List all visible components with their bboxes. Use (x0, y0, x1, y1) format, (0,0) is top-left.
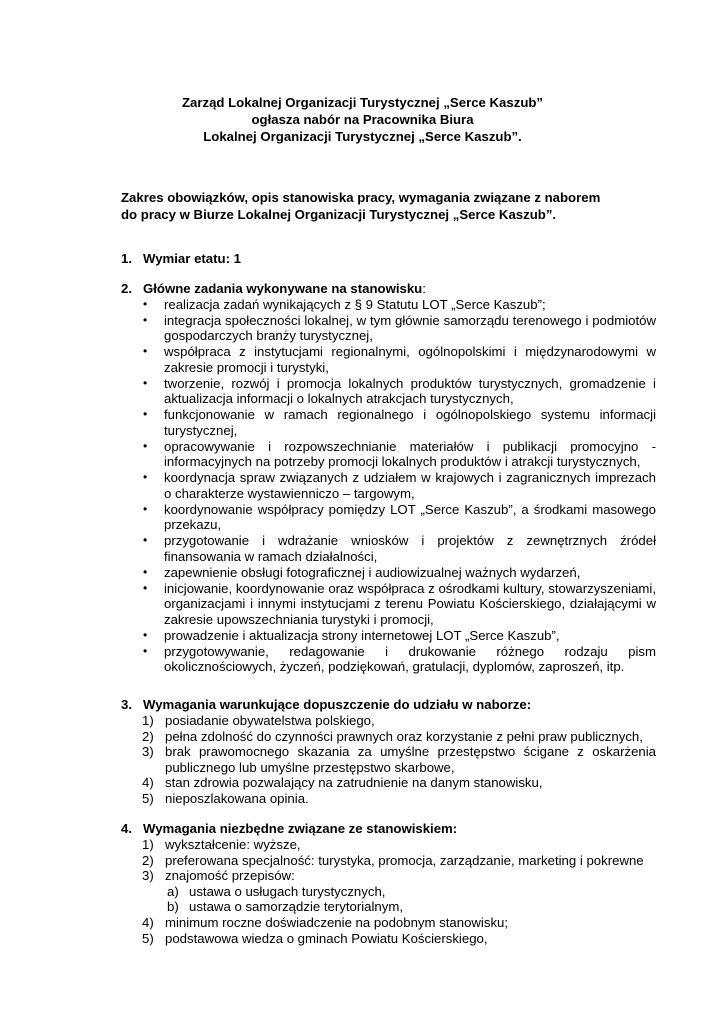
item-text: preferowana specjalność: turystyka, promocja, zarządzanie, marketing i pokrewne (165, 852, 644, 868)
section-number: 3. (121, 697, 132, 712)
section-3-heading (121, 696, 661, 713)
intro-heading (121, 189, 641, 223)
duty-item (121, 376, 656, 407)
requirement-item (121, 853, 656, 869)
section-title: Wymagania warunkujące dopuszczenie do udziału w naborze: (143, 697, 532, 712)
duty-item (121, 644, 656, 675)
item-text: minimum roczne doświadczenie na podobnym stanowisku; (165, 914, 509, 930)
item-number: 5) (142, 930, 154, 946)
section-2 (121, 280, 661, 675)
duty-item (121, 502, 656, 533)
requirement-item (121, 729, 656, 745)
item-text: stan zdrowia pozwalający na zatrudnienie na danym stanowisku, (165, 775, 543, 791)
announcement-title (0, 94, 725, 145)
bullet-icon: • (143, 312, 148, 327)
bullet-icon: • (143, 438, 148, 453)
item-number: 2) (142, 852, 154, 868)
item-number: 3) (142, 868, 154, 884)
title-line-2: ogłasza nabór na Pracownika Biura (251, 112, 474, 127)
section-1-heading (121, 250, 661, 267)
section-title: Wymagania niezbędne związane ze stanowiskiem: (143, 821, 458, 836)
regulation-item (121, 884, 656, 900)
bullet-icon: • (143, 501, 148, 516)
requirement-item (121, 868, 656, 884)
intro-line-1: Zakres obowiązków, opis stanowiska pracy, wymagania związane z naborem (121, 190, 601, 205)
bullet-icon: • (143, 297, 148, 311)
item-number: b) (167, 899, 179, 915)
requirement-item (121, 775, 656, 791)
duty-item (121, 439, 656, 470)
duty-text: integracja społeczności lokalnej, w tym głównie samorządu terenowego i podmiotów gospodarczych branży turystycznej, (164, 312, 656, 344)
section-2-heading (121, 280, 661, 297)
duty-text: zapewnienie obsługi fotograficznej i audiowizualnej ważnych wydarzeń, (164, 564, 581, 580)
requirement-item (121, 931, 656, 947)
duty-text: inicjowanie, koordynowanie oraz współpraca z ośrodkami kultury, stowarzyszeniami, organizacjami i innymi instytucjami z terenu Powiatu Kościerskiego, działającymi w zakresie upowszechniania turystyki i promocji, (164, 580, 656, 627)
item-text: znajomość przepisów: (165, 868, 295, 884)
duty-item (121, 470, 656, 501)
item-number: 3) (142, 744, 154, 760)
bullet-icon: • (143, 375, 148, 390)
section-number: 2. (121, 281, 132, 296)
item-text: nieposzlakowana opinia. (165, 790, 309, 806)
section-number: 1. (121, 251, 132, 266)
regulations-sublist (121, 884, 661, 915)
bullet-icon: • (143, 564, 148, 579)
necessary-requirements-list (121, 837, 661, 884)
duty-item (121, 581, 656, 628)
duty-item (121, 407, 656, 438)
requirement-item (121, 791, 656, 807)
section-title: Główne zadania wykonywane na stanowisku (143, 281, 423, 296)
duty-text: koordynowanie współpracy pomiędzy LOT „Serce Kaszub”, a środkami masowego przekazu, (164, 501, 656, 533)
duty-text: prowadzenie i aktualizacja strony internetowej LOT „Serce Kaszub”, (164, 627, 560, 643)
requirement-item (121, 713, 656, 729)
section-3 (121, 696, 661, 807)
duty-item (121, 297, 656, 313)
item-text: ustawa o usługach turystycznych, (189, 883, 386, 899)
item-number: 5) (142, 790, 154, 806)
duty-text: przygotowanie i wdrażanie wniosków i projektów z zewnętrznych źródeł finansowania w ramach działalności, (164, 533, 656, 564)
section-title: Wymiar etatu: 1 (143, 251, 241, 266)
duty-text: funkcjonowanie w ramach regionalnego i ogólnopolskiego systemu informacji turystycznej, (164, 407, 656, 438)
item-number: 1) (142, 837, 154, 852)
item-text: posiadanie obywatelstwa polskiego, (165, 713, 375, 728)
bullet-icon: • (143, 533, 148, 548)
duty-item (121, 565, 656, 581)
item-number: a) (167, 883, 179, 899)
section-4 (121, 820, 661, 946)
duty-text: współpraca z instytucjami regionalnymi, ogólnopolskimi i międzynarodowymi w zakresie promocji i turystyki, (164, 344, 656, 375)
title-line-3: Lokalnej Organizacji Turystycznej „Serce Kaszub”. (203, 129, 522, 144)
item-text: pełna zdolność do czynności prawnych oraz korzystanie z pełni praw publicznych, (165, 728, 643, 744)
duty-text: opracowywanie i rozpowszechnianie materiałów i publikacji promocyjno - informacyjnych na potrzeby promocji lokalnych produktów i atrakcji turystycznych, (164, 438, 656, 470)
intro-line-2: do pracy w Biurze Lokalnej Organizacji Turystycznej „Serce Kaszub”. (121, 207, 557, 222)
duties-list (121, 297, 661, 675)
bullet-icon: • (143, 627, 148, 642)
section-1 (121, 250, 661, 267)
regulation-item (121, 899, 656, 915)
duty-text: koordynacja spraw związanych z udziałem w krajowych i zagranicznych imprezach o charakterze wystawienniczo – targowym, (164, 470, 656, 501)
bullet-icon: • (143, 344, 148, 359)
item-number: 4) (142, 914, 154, 930)
section-4-heading (121, 820, 661, 837)
item-number: 4) (142, 775, 154, 791)
item-text: brak prawomocnego skazania za umyślne przestępstwo ścigane z oskarżenia publicznego lub umyślne przestępstwo skarbowe, (165, 744, 656, 775)
duty-text: przygotowywanie, redagowanie i drukowanie różnego rodzaju pism okolicznościowych, życzeń, podziękowań, gratulacji, dyplomów, zaproszeń, itp. (164, 643, 656, 675)
bullet-icon: • (143, 643, 148, 658)
requirement-item (121, 915, 656, 931)
duty-text: tworzenie, rozwój i promocja lokalnych produktów turystycznych, gromadzenie i aktualizacja informacji o lokalnych atrakcjach turystycznych, (164, 375, 656, 407)
duty-item (121, 628, 656, 644)
bullet-icon: • (143, 580, 148, 595)
requirements-list (121, 713, 661, 807)
duty-item (121, 313, 656, 344)
item-text: podstawowa wiedza o gminach Powiatu Kościerskiego, (165, 930, 488, 946)
item-number: 2) (142, 728, 154, 744)
item-text: wykształcenie: wyższe, (165, 837, 301, 852)
bullet-icon: • (143, 407, 148, 422)
necessary-requirements-list-continued (121, 915, 661, 946)
heading-colon: : (422, 281, 426, 296)
bullet-icon: • (143, 470, 148, 485)
item-text: ustawa o samorządzie terytorialnym, (189, 899, 404, 915)
duty-item (121, 533, 656, 564)
duty-text: realizacja zadań wynikających z § 9 Statutu LOT „Serce Kaszub”; (164, 297, 546, 312)
section-number: 4. (121, 821, 132, 836)
requirement-item (121, 837, 656, 853)
item-number: 1) (142, 713, 154, 728)
requirement-item (121, 744, 656, 775)
title-line-1: Zarząd Lokalnej Organizacji Turystycznej „Serce Kaszub” (181, 95, 544, 110)
duty-item (121, 344, 656, 375)
